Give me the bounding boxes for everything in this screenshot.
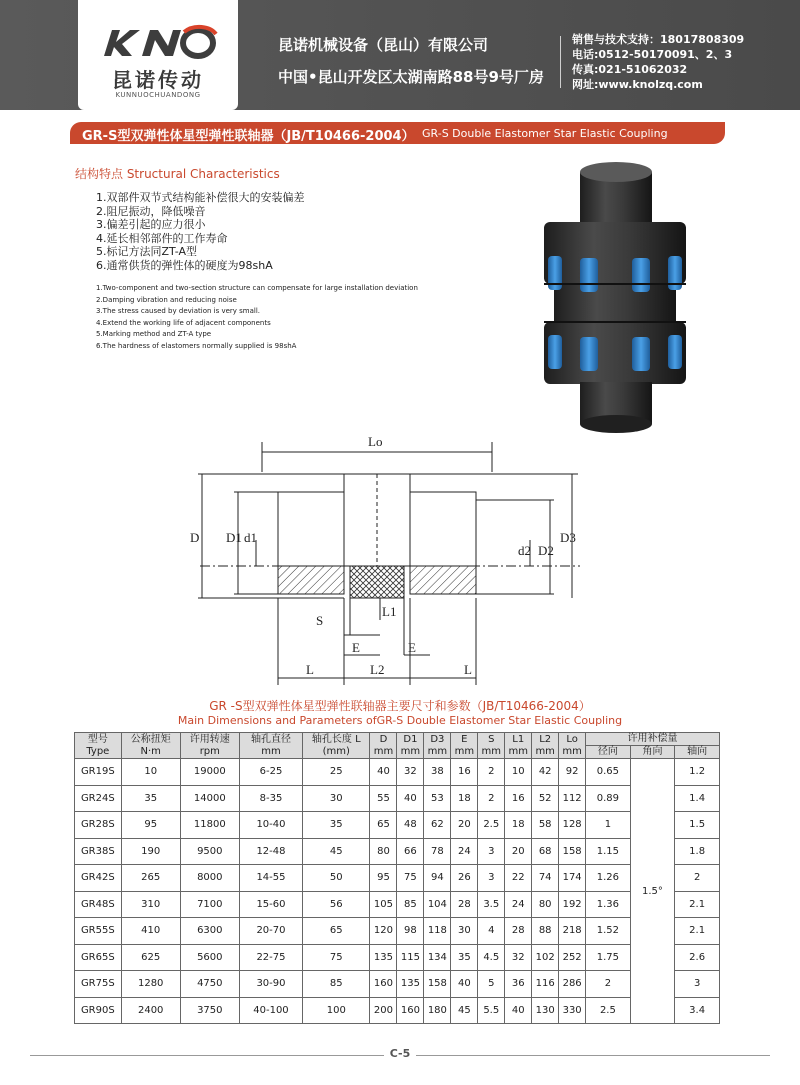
feature-item: 3.偏差引起的应力很小: [96, 218, 206, 232]
table-cell: 35: [303, 812, 370, 839]
table-cell: 218: [559, 918, 586, 945]
table-cell: 40: [505, 997, 532, 1024]
table-cell: 52: [532, 785, 559, 812]
table-cell: 40: [451, 971, 478, 998]
table-cell: 40: [370, 759, 397, 786]
table-row: [75, 918, 720, 945]
product-title-cn: GR-S型双弹性体星型弹性联轴器（JB/T10466-2004）: [82, 129, 415, 144]
table-cell: 1.26: [586, 865, 631, 892]
company-address: 中国•昆山开发区太湖南路88号9号厂房: [278, 68, 544, 86]
table-cell: 134: [424, 944, 451, 971]
company-name: 昆诺机械设备（昆山）有限公司: [278, 36, 489, 54]
table-cell: 2.6: [675, 944, 720, 971]
contact-phone: 电话:0512-50170091、2、3: [572, 48, 733, 61]
table-cell: 158: [559, 838, 586, 865]
col-L2: L2 mm: [532, 733, 559, 759]
table-cell: GR28S: [75, 812, 122, 839]
table-cell: 18: [505, 812, 532, 839]
table-cell: 160: [397, 997, 424, 1024]
table-cell: 42: [532, 759, 559, 786]
table-cell: 200: [370, 997, 397, 1024]
label-D2: D2: [538, 543, 554, 558]
table-cell: 8000: [180, 865, 239, 892]
table-cell: 100: [303, 997, 370, 1024]
table-cell: 5: [478, 971, 505, 998]
table-cell: 128: [559, 812, 586, 839]
table-cell: 48: [397, 812, 424, 839]
feature-item: 4.延长相邻部件的工作寿命: [96, 231, 228, 245]
logo-english-name: KUNNUOCHUANDONG: [115, 91, 201, 99]
table-cell: 65: [370, 812, 397, 839]
header-divider: [560, 36, 561, 88]
table-cell: 62: [424, 812, 451, 839]
table-cell: 115: [397, 944, 424, 971]
table-cell: 1.4: [675, 785, 720, 812]
table-cell: 6-25: [239, 759, 302, 786]
table-cell: 3: [675, 971, 720, 998]
table-cell: 310: [121, 891, 180, 918]
table-cell: 28: [505, 918, 532, 945]
feature-item: 6.通常供货的弹性体的硬度为98shA: [96, 258, 273, 272]
table-cell: 2: [478, 759, 505, 786]
table-cell: 50: [303, 865, 370, 892]
table-cell: 190: [121, 838, 180, 865]
table-cell: 22: [505, 865, 532, 892]
table-cell: 88: [532, 918, 559, 945]
table-cell: 1.52: [586, 918, 631, 945]
col-D1: D1 mm: [397, 733, 424, 759]
table-cell: 55: [370, 785, 397, 812]
table-cell: 85: [397, 891, 424, 918]
table-cell: 3: [478, 865, 505, 892]
table-cell: GR75S: [75, 971, 122, 998]
feature-item: 1.Two-component and two-section structure can compensate for large installation deviation: [96, 284, 418, 292]
table-cell: 40: [397, 785, 424, 812]
table-cell: 112: [559, 785, 586, 812]
table-cell: 53: [424, 785, 451, 812]
table-cell: 94: [424, 865, 451, 892]
col-speed: 许用转速 rpm: [180, 733, 239, 759]
table-cell: 160: [370, 971, 397, 998]
table-cell: 18: [451, 785, 478, 812]
table-cell: 25: [303, 759, 370, 786]
table-cell: 2: [586, 971, 631, 998]
col-E: E mm: [451, 733, 478, 759]
table-cell: 80: [532, 891, 559, 918]
spec-table-body: [75, 759, 720, 1024]
table-cell: 30: [303, 785, 370, 812]
table-cell: 19000: [180, 759, 239, 786]
table-cell: GR65S: [75, 944, 122, 971]
table-row: [75, 785, 720, 812]
table-cell: 14000: [180, 785, 239, 812]
table-cell: 104: [424, 891, 451, 918]
table-row: [75, 838, 720, 865]
feature-item: 6.The hardness of elastomers normally supplied is 98shA: [96, 341, 297, 350]
table-cell: 1.2: [675, 759, 720, 786]
table-cell: 4: [478, 918, 505, 945]
table-cell: 36: [505, 971, 532, 998]
table-row: [75, 812, 720, 839]
col-Lo: Lo mm: [559, 733, 586, 759]
table-cell: 3: [478, 838, 505, 865]
table-cell: 9500: [180, 838, 239, 865]
label-D: D: [190, 530, 200, 545]
contact-sales: 销售与技术支持：18017808309: [572, 33, 745, 46]
table-cell: 1.36: [586, 891, 631, 918]
table-cell: 65: [303, 918, 370, 945]
label-L1: L1: [382, 604, 397, 619]
table-cell: 8-35: [239, 785, 302, 812]
table-cell: 32: [397, 759, 424, 786]
label-d1: d1: [244, 530, 257, 545]
col-bore: 轴孔直径 mm: [239, 733, 302, 759]
label-Lo: Lo: [368, 434, 383, 449]
table-cell: 120: [370, 918, 397, 945]
table-title-en: Main Dimensions and Parameters ofGR-S Double Elastomer Star Elastic Coupling: [177, 714, 623, 727]
logo: [78, 0, 238, 110]
table-cell: 95: [121, 812, 180, 839]
col-L1: L1 mm: [505, 733, 532, 759]
feature-item: 5.Marking method and ZT-A type: [96, 330, 212, 338]
table-cell: 38: [424, 759, 451, 786]
table-cell: 6300: [180, 918, 239, 945]
table-cell: 16: [451, 759, 478, 786]
label-D1: D1: [226, 530, 242, 545]
table-cell: 2: [675, 865, 720, 892]
label-D3: D3: [560, 530, 576, 545]
table-cell: 4.5: [478, 944, 505, 971]
table-cell: 66: [397, 838, 424, 865]
table-cell: 0.89: [586, 785, 631, 812]
table-cell: 24: [505, 891, 532, 918]
contact-info: [572, 32, 744, 92]
contact-fax: 传真:021-51062032: [572, 63, 688, 76]
label-S: S: [316, 613, 324, 628]
feature-item: 3.The stress caused by deviation is very small.: [96, 307, 261, 315]
table-cell: 118: [424, 918, 451, 945]
label-L: L: [464, 662, 472, 677]
table-cell: 265: [121, 865, 180, 892]
table-cell: 174: [559, 865, 586, 892]
col-type: 型号 Type: [75, 733, 122, 759]
table-cell: 24: [451, 838, 478, 865]
table-cell: 85: [303, 971, 370, 998]
table-cell: 135: [370, 944, 397, 971]
table-cell: GR42S: [75, 865, 122, 892]
table-cell: 16: [505, 785, 532, 812]
table-cell: GR48S: [75, 891, 122, 918]
table-cell: 98: [397, 918, 424, 945]
table-row: [75, 759, 720, 786]
table-cell: GR19S: [75, 759, 122, 786]
table-cell: 1: [586, 812, 631, 839]
table-cell: 45: [451, 997, 478, 1024]
table-cell: 410: [121, 918, 180, 945]
features-list-en: [96, 283, 418, 352]
table-cell: 12-48: [239, 838, 302, 865]
table-cell: 0.65: [586, 759, 631, 786]
table-cell: 10: [121, 759, 180, 786]
page-number: C-5: [0, 1047, 800, 1060]
table-cell: 80: [370, 838, 397, 865]
table-row: [75, 971, 720, 998]
feature-item: 1.双部件双节式结构能补偿很大的安装偏差: [96, 191, 305, 204]
feature-item: 2.阻尼振动，降低噪音: [96, 204, 206, 218]
table-cell: 625: [121, 944, 180, 971]
table-cell: GR90S: [75, 997, 122, 1024]
table-cell: 30: [451, 918, 478, 945]
table-cell: 7100: [180, 891, 239, 918]
table-cell: 1.8: [675, 838, 720, 865]
table-cell: 130: [532, 997, 559, 1024]
table-cell: 192: [559, 891, 586, 918]
table-cell: 3750: [180, 997, 239, 1024]
product-title-en: GR-S Double Elastomer Star Elastic Coupling: [422, 127, 668, 140]
table-cell: 20: [505, 838, 532, 865]
table-cell: 26: [451, 865, 478, 892]
table-cell: 1280: [121, 971, 180, 998]
features-list-cn: [96, 191, 305, 273]
table-cell: 58: [532, 812, 559, 839]
table-cell: 68: [532, 838, 559, 865]
col-D3: D3 mm: [424, 733, 451, 759]
table-cell: 22-75: [239, 944, 302, 971]
col-D: D mm: [370, 733, 397, 759]
table-cell: GR55S: [75, 918, 122, 945]
label-d2: d2: [518, 543, 531, 558]
col-radial: 径向: [586, 746, 631, 759]
table-cell: 2.1: [675, 891, 720, 918]
feature-item: 4.Extend the working life of adjacent components: [96, 318, 271, 327]
table-cell: 11800: [180, 812, 239, 839]
table-cell: 5.5: [478, 997, 505, 1024]
table-cell: 92: [559, 759, 586, 786]
table-cell: 105: [370, 891, 397, 918]
table-cell: 2.5: [478, 812, 505, 839]
table-cell: 2.1: [675, 918, 720, 945]
table-cell: 32: [505, 944, 532, 971]
coupling-product-image: [540, 160, 690, 435]
table-cell: 2.5: [586, 997, 631, 1024]
logo-chinese-name: 昆诺传动: [112, 68, 204, 92]
table-cell: 158: [424, 971, 451, 998]
col-length: 轴孔长度 L (mm): [303, 733, 370, 759]
table-cell: 10-40: [239, 812, 302, 839]
logo-mark-icon: [98, 22, 218, 62]
table-cell: 74: [532, 865, 559, 892]
table-cell: GR24S: [75, 785, 122, 812]
table-cell: 20: [451, 812, 478, 839]
page-header: [0, 0, 800, 110]
table-cell: 1.15: [586, 838, 631, 865]
label-L2: L2: [370, 662, 385, 677]
table-cell: 330: [559, 997, 586, 1024]
table-cell: 1.5: [675, 812, 720, 839]
table-title-cn: GR -S型双弹性体星型弹性联轴器主要尺寸和参数（JB/T10466-2004）: [209, 699, 591, 713]
table-cell: 20-70: [239, 918, 302, 945]
contact-website[interactable]: 网址:www.knolzq.com: [572, 78, 703, 91]
table-cell: 35: [451, 944, 478, 971]
table-cell: 135: [397, 971, 424, 998]
table-cell: 14-55: [239, 865, 302, 892]
table-cell: 286: [559, 971, 586, 998]
label-L: L: [306, 662, 314, 677]
feature-item: 5.标记方法同ZT-A型: [96, 245, 197, 259]
table-cell: 102: [532, 944, 559, 971]
table-cell: 75: [397, 865, 424, 892]
table-cell: 1.75: [586, 944, 631, 971]
table-cell: 116: [532, 971, 559, 998]
table-cell: 180: [424, 997, 451, 1024]
table-cell: 40-100: [239, 997, 302, 1024]
table-cell: 28: [451, 891, 478, 918]
table-cell: 252: [559, 944, 586, 971]
table-cell: 45: [303, 838, 370, 865]
feature-item: 2.Damping vibration and reducing noise: [96, 295, 237, 304]
table-cell: GR38S: [75, 838, 122, 865]
table-cell: 35: [121, 785, 180, 812]
features-heading: 结构特点 Structural Characteristics: [75, 167, 280, 181]
col-angular: 角向: [630, 746, 675, 759]
table-cell: 2400: [121, 997, 180, 1024]
table-cell: 4750: [180, 971, 239, 998]
table-row: [75, 891, 720, 918]
table-cell: 3.4: [675, 997, 720, 1024]
table-cell: 75: [303, 944, 370, 971]
table-cell: 30-90: [239, 971, 302, 998]
table-cell: 15-60: [239, 891, 302, 918]
col-S: S mm: [478, 733, 505, 759]
angular-compensation-cell: 1.5°: [630, 759, 675, 1024]
dimension-drawing: [180, 430, 600, 690]
table-cell: 2: [478, 785, 505, 812]
col-torque: 公称扭矩 N·m: [121, 733, 180, 759]
spec-table: [74, 732, 720, 1024]
label-E: E: [352, 640, 360, 655]
table-cell: 56: [303, 891, 370, 918]
col-compensation: 许用补偿量: [586, 733, 720, 746]
table-cell: 10: [505, 759, 532, 786]
table-row: [75, 997, 720, 1024]
table-cell: 3.5: [478, 891, 505, 918]
col-axial: 轴向: [675, 746, 720, 759]
table-row: [75, 944, 720, 971]
table-row: [75, 865, 720, 892]
table-cell: 5600: [180, 944, 239, 971]
table-cell: 95: [370, 865, 397, 892]
table-cell: 78: [424, 838, 451, 865]
product-title-bar: [70, 122, 725, 144]
label-E: E: [408, 640, 416, 655]
